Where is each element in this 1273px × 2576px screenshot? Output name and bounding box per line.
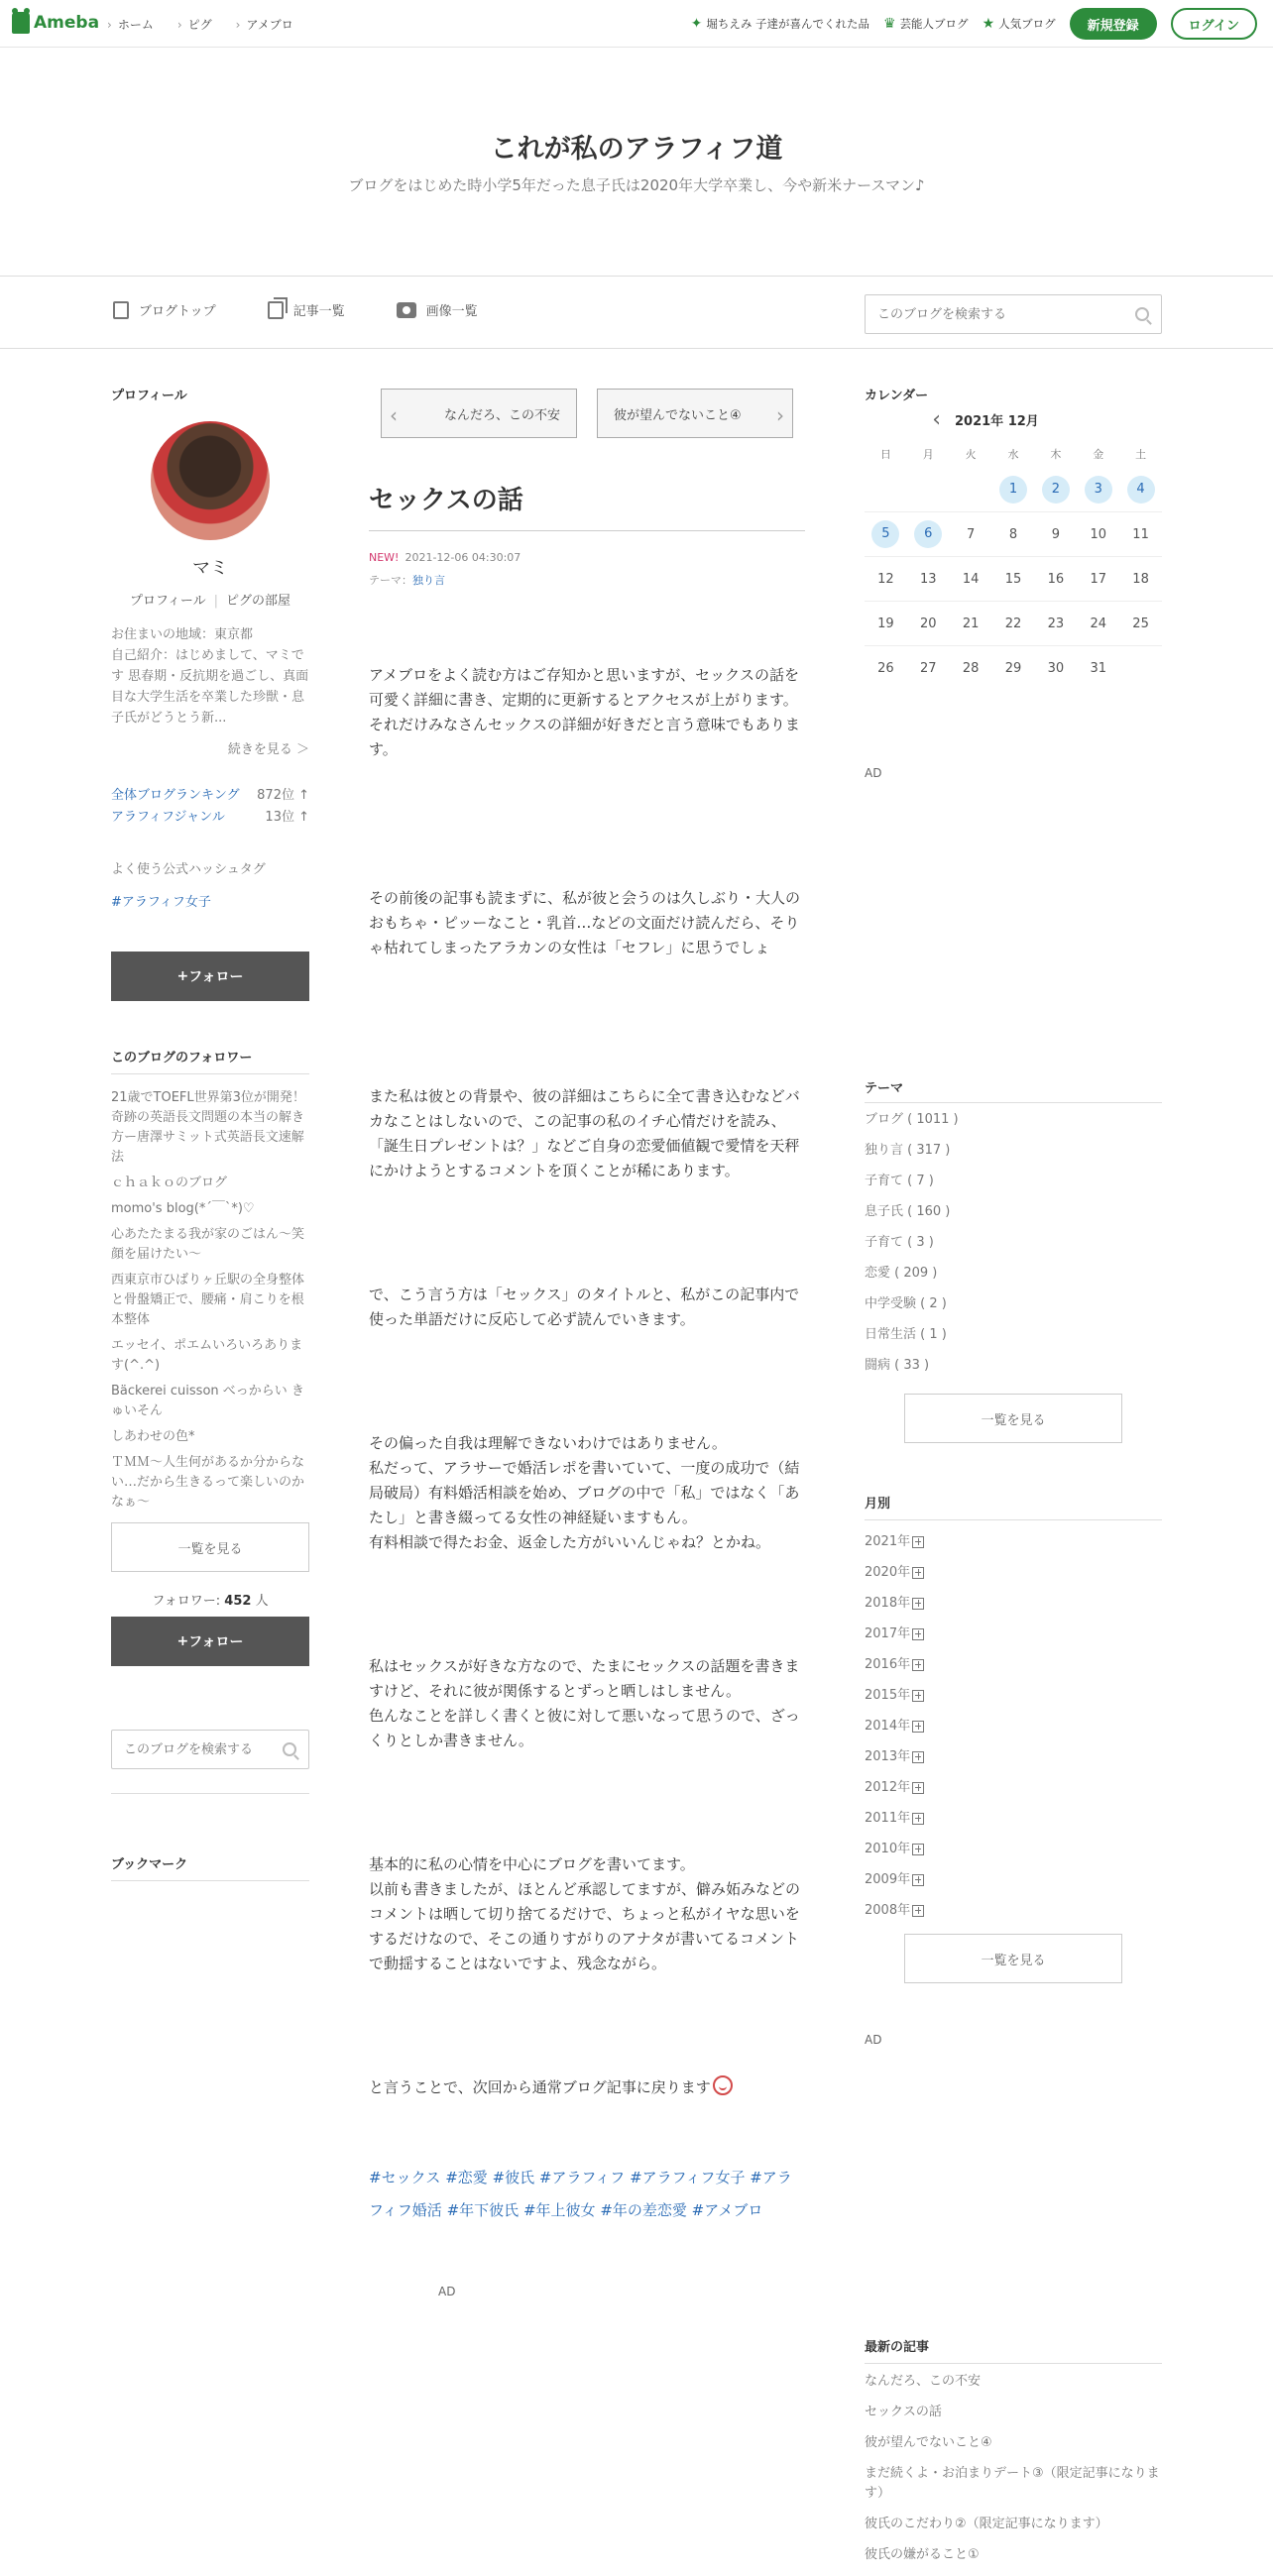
calendar-weekday: 木 bbox=[1050, 448, 1062, 461]
top-link-popular-blog[interactable]: ★ 人気ブログ bbox=[982, 16, 1056, 32]
expand-plus-icon[interactable] bbox=[912, 1567, 924, 1579]
recent-item[interactable]: まだ続くよ・お泊まりデート③（限定記事になります） bbox=[865, 2466, 1160, 2501]
follower-count: フォロワー: 452 人 bbox=[152, 1594, 269, 1609]
entry-paragraph: 基本的に私の心情を中心にブログを書いてます。 以前も書きましたが、ほとんど承認してますが、僻み妬みなどのコメントは晒して切り捨てるだけで、ちょっと私がイヤな思いをするだけなので、そこの通りすがりのアナタが書いてるコメントで動揺することはないですよ、残念ながら。 bbox=[369, 1855, 801, 1972]
calendar-day: 13 bbox=[920, 571, 937, 587]
entry-pager bbox=[381, 389, 793, 438]
expand-plus-icon[interactable] bbox=[912, 1598, 924, 1610]
recent-item[interactable]: 彼氏のこだわり②（限定記事になります） bbox=[865, 2517, 1108, 2531]
calendar-days bbox=[865, 468, 1162, 691]
calendar-day: 26 bbox=[877, 661, 894, 676]
prev-entry-button[interactable]: ‹ なんだろ、この不安 bbox=[381, 389, 577, 438]
hashtag-link[interactable]: #アラフィフ女子 bbox=[630, 2169, 746, 2186]
sparkle-icon: ✦ bbox=[690, 16, 703, 32]
pages-icon bbox=[268, 301, 284, 319]
entry-paragraph: その偏った自我は理解できないわけではありません。 私だって、アラサーで婚活レポを書いていて、一度の成功で（結局破局）有料婚活相談を始め、ブログの中で「私」ではなく「あたし」と書き綴ってる女性の神経疑いますもん。 有料相談で得たお金、返金した方がいいんじゃね？とかね。 bbox=[369, 1434, 800, 1551]
hashtag-link[interactable]: #年下彼氏 bbox=[446, 2201, 520, 2219]
theme-item[interactable]: 子育て ( 7 ) bbox=[865, 1174, 934, 1188]
theme-item[interactable]: 闘病 ( 33 ) bbox=[865, 1358, 930, 1373]
expand-plus-icon[interactable] bbox=[912, 1844, 924, 1855]
calendar-day: 30 bbox=[1047, 661, 1065, 676]
calendar-weekday: 土 bbox=[1135, 448, 1147, 461]
avatar[interactable] bbox=[151, 421, 270, 540]
calendar-weekday: 水 bbox=[1007, 448, 1019, 461]
main-entry bbox=[369, 385, 805, 2298]
calendar-week bbox=[865, 602, 1162, 646]
month-item[interactable]: 2010年 bbox=[865, 1834, 1162, 1864]
calendar-day[interactable]: 6 bbox=[907, 520, 950, 548]
follower-item[interactable]: エッセイ、ポエムいろいろあります(^.^) bbox=[111, 1338, 303, 1373]
entry-theme: テーマ：独り言 bbox=[369, 574, 445, 587]
month-item[interactable]: 2013年 bbox=[865, 1741, 1162, 1772]
blog-subnav bbox=[0, 276, 1273, 349]
profile-title: プロフィール bbox=[111, 389, 187, 403]
calendar-day[interactable]: 3 bbox=[1077, 476, 1119, 504]
chevron-right-icon: › bbox=[776, 403, 784, 427]
calendar-day[interactable]: 1 bbox=[992, 476, 1035, 504]
theme-item[interactable]: ブログ ( 1011 ) bbox=[865, 1112, 959, 1127]
chevron-right-icon: › bbox=[235, 18, 241, 32]
hashtag-link[interactable]: #アラフィフ女子 bbox=[111, 895, 211, 910]
ranking-genre-value: 13位 ↑ bbox=[265, 810, 309, 825]
entry-meta bbox=[369, 551, 805, 564]
ad-label: AD bbox=[438, 2285, 456, 2298]
calendar-month: 2021年 12月 bbox=[955, 414, 1039, 429]
top-nav-home[interactable]: › ホーム bbox=[107, 18, 154, 32]
blog-search-input[interactable] bbox=[877, 307, 1115, 322]
chevron-right-icon: › bbox=[176, 18, 182, 32]
side-search-input[interactable] bbox=[124, 1742, 283, 1757]
bookmark-title: ブックマーク bbox=[111, 1857, 188, 1872]
expand-plus-icon[interactable] bbox=[912, 1813, 924, 1825]
recent-item[interactable]: なんだろ、この不安 bbox=[865, 2374, 982, 2389]
entry-paragraph: アメブロをよく読む方はご存知かと思いますが、セックスの話を可愛く詳細に書き、定期的に更新するとアクセスが上がります。 それだけみなさんセックスの詳細が好きだと言う意味でもあります。 bbox=[369, 666, 800, 758]
theme-title: テーマ bbox=[865, 1081, 904, 1096]
calendar-weekdays bbox=[865, 446, 1162, 468]
expand-plus-icon[interactable] bbox=[912, 1782, 924, 1794]
calendar-header bbox=[865, 407, 1162, 432]
calendar-day: 20 bbox=[920, 616, 937, 631]
expand-plus-icon[interactable] bbox=[912, 1751, 924, 1763]
hashtag-link[interactable]: #アラフィフ bbox=[538, 2169, 626, 2186]
hashtag-link[interactable]: #アメブロ bbox=[691, 2201, 763, 2219]
top-right-links bbox=[691, 8, 1257, 40]
register-button[interactable]: 新規登録 bbox=[1070, 8, 1157, 40]
top-bar bbox=[0, 0, 1273, 48]
hashtag-link[interactable]: #アラフィフ婚活 bbox=[369, 2169, 792, 2219]
plus-icon: + bbox=[176, 1633, 189, 1649]
theme-item[interactable]: 中学受験 ( 2 ) bbox=[865, 1296, 947, 1311]
calendar-title: カレンダー bbox=[865, 389, 929, 403]
month-item[interactable]: 2015年 bbox=[865, 1680, 1162, 1711]
camera-icon bbox=[397, 302, 416, 318]
calendar-day[interactable]: 4 bbox=[1119, 476, 1162, 504]
theme-item[interactable]: 日常生活 ( 1 ) bbox=[865, 1327, 947, 1342]
calendar-day: 23 bbox=[1047, 616, 1065, 631]
expand-plus-icon[interactable] bbox=[912, 1690, 924, 1702]
calendar-day[interactable]: 5 bbox=[865, 520, 907, 548]
calendar-day: 9 bbox=[1051, 526, 1060, 542]
theme-item[interactable]: 独り言 ( 317 ) bbox=[865, 1143, 951, 1158]
ranking-genre-link[interactable]: アラフィフジャンル bbox=[111, 810, 225, 825]
expand-plus-icon[interactable] bbox=[912, 1905, 924, 1917]
right-sidebar bbox=[865, 385, 1162, 2576]
calendar-day: 14 bbox=[962, 571, 980, 587]
month-item[interactable]: 2009年 bbox=[865, 1864, 1162, 1895]
top-nav-pigg[interactable]: › ピグ bbox=[176, 18, 212, 32]
month-item[interactable]: 2011年 bbox=[865, 1803, 1162, 1834]
month-item[interactable]: 2014年 bbox=[865, 1711, 1162, 1741]
theme-list bbox=[865, 1102, 1162, 1386]
calendar-weekday: 火 bbox=[965, 448, 977, 461]
plus-icon: + bbox=[176, 968, 189, 984]
calendar-day: 24 bbox=[1090, 616, 1106, 631]
entry-paragraph: 私はセックスが好きな方なので、たまにセックスの話題を書きますけど、それに彼が関係するとずっと晒しはしません。 色んなことを詳しく書くと彼に対して悪いなって思うので、ざっくりとしか書きません。 bbox=[369, 1657, 800, 1749]
recent-item[interactable]: セックスの話 bbox=[865, 2405, 942, 2419]
ad-label: AD bbox=[865, 2033, 882, 2047]
calendar-day: 8 bbox=[1008, 526, 1018, 542]
profile-links: プロフィール | ピグの部屋 bbox=[129, 594, 291, 609]
profile-text: お住まいの地域：東京都 自己紹介：はじめまして、マミです 思春期・反抗期を過ごし、真面目な大学生活を卒業した珍獣・息子氏がどうとう新... bbox=[111, 627, 309, 726]
entry-hashtags bbox=[369, 2162, 805, 2227]
follower-item[interactable]: ｃｈａｋｏのブログ bbox=[111, 1176, 228, 1190]
chevron-left-icon: ‹ bbox=[390, 403, 398, 427]
entry-paragraph: その前後の記事も読まずに、私が彼と会うのは久しぶり・大人のおもちゃ・ピッーなこと・乳首…などの文面だけ読んだら、そりゃ枯れてしまったアラカンの女性は「セフレ」に思うでしょ bbox=[369, 889, 801, 956]
profile-more-link[interactable]: 続きを見る ＞ bbox=[227, 742, 309, 757]
ranking-overall-value: 872位 ↑ bbox=[257, 788, 309, 803]
blog-header bbox=[0, 48, 1273, 276]
recent-item[interactable]: 彼氏の嫌がること① bbox=[865, 2547, 980, 2562]
calendar-weekday: 日 bbox=[879, 448, 891, 461]
blog-search-box bbox=[865, 294, 1162, 334]
calendar-day: 10 bbox=[1090, 526, 1106, 542]
theme-item[interactable]: 息子氏 ( 160 ) bbox=[865, 1204, 951, 1219]
theme-item[interactable]: 恋愛 ( 209 ) bbox=[865, 1266, 938, 1281]
followers-see-all-button[interactable]: 一覧を見る bbox=[111, 1522, 309, 1572]
expand-plus-icon[interactable] bbox=[912, 1628, 924, 1640]
blog-title[interactable]: これが私のアラフィフ道 bbox=[490, 134, 783, 165]
follow-button[interactable]: + フォロー bbox=[111, 952, 309, 1001]
calendar-week bbox=[865, 646, 1162, 691]
calendar-day: 15 bbox=[1004, 571, 1022, 587]
entry-paragraph: で、こう言う方は「セックス」のタイトルと、私がこの記事内で使った単語だけに反応して必ず読んでいきます。 bbox=[369, 1286, 800, 1328]
follower-item[interactable]: しあわせの色* bbox=[111, 1429, 195, 1444]
crown-icon: ♛ bbox=[883, 16, 896, 32]
smile-emoji-icon bbox=[713, 2075, 733, 2095]
calendar-day: 16 bbox=[1047, 571, 1065, 587]
hashtag-link[interactable]: #年上彼女 bbox=[522, 2201, 596, 2219]
follower-item[interactable]: 21歳でTOEFL世界第3位が開発！奇跡の英語長文問題の本当の解き方ー唐澤サミット式英語長文速解法 bbox=[111, 1090, 305, 1165]
recent-list bbox=[865, 2372, 1162, 2565]
top-nav bbox=[107, 16, 293, 33]
months-see-all-button[interactable]: 一覧を見る bbox=[904, 1934, 1122, 1983]
chevron-right-icon: › bbox=[107, 18, 112, 32]
calendar-day: 25 bbox=[1132, 616, 1149, 631]
calendar-day: 29 bbox=[1004, 661, 1022, 676]
ameba-logo-icon bbox=[12, 12, 30, 34]
document-icon bbox=[113, 301, 129, 319]
star-icon: ★ bbox=[982, 16, 995, 32]
expand-plus-icon[interactable] bbox=[912, 1874, 924, 1886]
entry-last-paragraph: と言うことで、次回から通常ブログ記事に戻ります bbox=[369, 2075, 805, 2100]
login-button[interactable]: ログイン bbox=[1171, 8, 1257, 40]
ad-label: AD bbox=[865, 766, 882, 780]
profile-name: マミ bbox=[192, 558, 228, 579]
side-search-box bbox=[111, 1730, 309, 1769]
followers-list bbox=[111, 1088, 309, 1512]
calendar-day: 17 bbox=[1090, 571, 1106, 587]
followers-title: このブログのフォロワー bbox=[111, 1051, 253, 1065]
month-item[interactable]: 2017年 bbox=[865, 1619, 1162, 1649]
follower-item[interactable]: momo's blog(*´￣`*)♡ bbox=[111, 1201, 255, 1216]
calendar-day: 27 bbox=[920, 661, 937, 676]
monthly-title: 月別 bbox=[865, 1497, 891, 1512]
entry-title[interactable]: セックスの話 bbox=[369, 480, 805, 531]
follower-item[interactable]: 心あたたまる我が家のごはん〜笑顔を届けたい〜 bbox=[111, 1227, 305, 1262]
ranking bbox=[111, 785, 309, 829]
calendar bbox=[865, 446, 1162, 691]
hashtag-link[interactable]: #年の差恋愛 bbox=[600, 2201, 687, 2219]
calendar-day: 21 bbox=[962, 616, 980, 631]
subnav-image-list[interactable]: 画像一覧 bbox=[397, 300, 478, 319]
follow-button-bottom[interactable]: + フォロー bbox=[111, 1617, 309, 1666]
calendar-week bbox=[865, 512, 1162, 557]
calendar-weekday: 月 bbox=[922, 448, 934, 461]
subnav-blog-top[interactable]: ブログトップ bbox=[113, 300, 216, 319]
subnav-article-list[interactable]: 記事一覧 bbox=[268, 300, 345, 319]
hashtag-link[interactable]: #彼氏 bbox=[492, 2169, 535, 2186]
calendar-prev-icon[interactable]: ‹ bbox=[932, 407, 941, 432]
entry-paragraph: また私は彼との背景や、彼の詳細はこちらに全て書き込むなどバカなことはしないので、この記事の私のイチ心情だけを読み、「誕生日プレゼントは？」などご自身の恋愛価値観で愛情を天秤にかけようとするコメントを頂くことが稀にあります。 bbox=[369, 1087, 800, 1179]
recent-title: 最新の記事 bbox=[865, 2340, 930, 2355]
expand-plus-icon[interactable] bbox=[912, 1721, 924, 1733]
follower-item[interactable]: ＴＭＭ～人生何があるか分からない…だから生きるって楽しいのかなぁ～ bbox=[111, 1455, 305, 1510]
themes-see-all-button[interactable]: 一覧を見る bbox=[904, 1394, 1122, 1443]
left-sidebar bbox=[111, 385, 309, 1881]
calendar-day: 11 bbox=[1132, 526, 1149, 542]
calendar-day: 31 bbox=[1090, 661, 1106, 676]
follower-item[interactable]: 西東京市ひばりヶ丘駅の全身整体と骨盤矯正で、腰痛・肩こりを根本整体 bbox=[111, 1273, 305, 1327]
month-item[interactable]: 2008年 bbox=[865, 1895, 1162, 1926]
follower-item[interactable]: Bäckerei cuisson べっからい きゅいそん bbox=[111, 1384, 304, 1418]
calendar-week bbox=[865, 468, 1162, 512]
hashtag-title: よく使う公式ハッシュタグ bbox=[111, 862, 266, 877]
theme-item[interactable]: 子育て ( 3 ) bbox=[865, 1235, 934, 1250]
month-item[interactable]: 2020年 bbox=[865, 1557, 1162, 1588]
calendar-day: 22 bbox=[1004, 616, 1022, 631]
top-link-celebrity-blog[interactable]: ♛ 芸能人ブログ bbox=[883, 16, 969, 32]
expand-plus-icon[interactable] bbox=[912, 1659, 924, 1671]
entry-theme-link[interactable]: 独り言 bbox=[412, 574, 445, 587]
calendar-week bbox=[865, 557, 1162, 602]
ranking-overall-link[interactable]: 全体ブログランキング bbox=[111, 788, 240, 803]
monthly-list bbox=[865, 1526, 1162, 1926]
profile-link[interactable]: プロフィール bbox=[129, 594, 206, 609]
calendar-day[interactable]: 2 bbox=[1034, 476, 1077, 504]
ameba-logo[interactable] bbox=[12, 12, 99, 34]
month-item[interactable]: 2012年 bbox=[865, 1772, 1162, 1803]
search-icon[interactable] bbox=[283, 1742, 296, 1756]
logo-text: Ameba bbox=[34, 13, 100, 33]
search-icon[interactable] bbox=[1135, 307, 1149, 321]
recent-item[interactable]: 彼が望んでないこと④ bbox=[865, 2435, 992, 2450]
calendar-day: 18 bbox=[1132, 571, 1149, 587]
calendar-day: 7 bbox=[966, 526, 976, 542]
month-item[interactable]: 2016年 bbox=[865, 1649, 1162, 1680]
calendar-day: 12 bbox=[877, 571, 894, 587]
next-entry-button[interactable]: 彼が望んでないこと④ › bbox=[597, 389, 793, 438]
calendar-day: 28 bbox=[962, 661, 980, 676]
calendar-day: 19 bbox=[877, 616, 894, 631]
hashtag-link[interactable]: #セックス bbox=[369, 2169, 441, 2186]
pigg-room-link[interactable]: ピグの部屋 bbox=[226, 594, 291, 609]
new-badge: NEW! bbox=[369, 551, 400, 564]
top-link-trending[interactable]: ✦ 堀ちえみ 子達が喜んでくれた品 bbox=[690, 16, 869, 32]
month-item[interactable]: 2018年 bbox=[865, 1588, 1162, 1619]
hashtag-link[interactable]: #恋愛 bbox=[445, 2169, 488, 2186]
entry-datetime: 2021-12-06 04:30:07 bbox=[405, 551, 521, 564]
expand-plus-icon[interactable] bbox=[912, 1536, 924, 1548]
calendar-weekday: 金 bbox=[1093, 448, 1104, 461]
month-item[interactable]: 2021年 bbox=[865, 1526, 1162, 1557]
top-nav-ameblo[interactable]: › アメブロ bbox=[235, 18, 293, 32]
blog-description: ブログをはじめた時小学5年だった息子氏は2020年大学卒業し、今や新米ナースマン♪ bbox=[348, 176, 925, 194]
